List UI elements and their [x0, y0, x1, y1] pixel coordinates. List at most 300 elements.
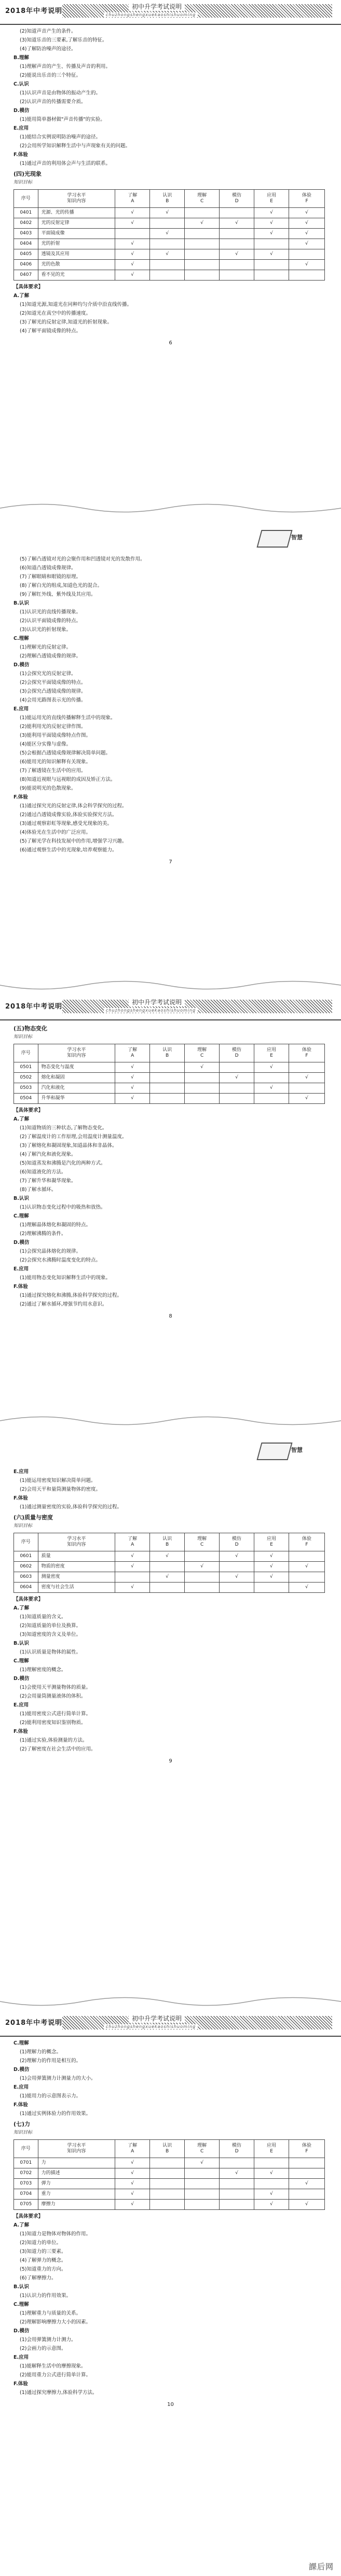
level-check-cell [289, 2168, 325, 2179]
level-check-cell: √ [254, 208, 289, 218]
level-check-cell [185, 2200, 220, 2210]
level-check-cell: √ [254, 1551, 289, 1562]
level-check-cell [254, 260, 289, 270]
text-line: (5)了解凸透镜对光的会聚作用和凹透镜对光的发散作用。 [20, 556, 145, 562]
column-header: 理解 C [185, 1044, 220, 1062]
text-line: E.应用 [13, 125, 29, 131]
row-code-cell: 0501 [14, 1062, 38, 1073]
level-check-cell [220, 260, 254, 270]
column-header: 序号 [14, 1533, 38, 1551]
text-line: (1)通过测量密度的实验,体验科学探究的过程。 [20, 1504, 122, 1510]
decoration-book [255, 524, 328, 554]
text-line: (2)理解凸透镜成像的规律。 [20, 653, 81, 659]
text-line: C.理解 [13, 1658, 29, 1664]
text-line: C.认识 [13, 81, 29, 87]
level-check-cell [185, 2189, 220, 2200]
level-check-cell: √ [115, 1583, 150, 1593]
knowledge-goal-label: 知识目标 [13, 180, 33, 185]
text-line: 【具体要求】 [13, 1597, 44, 1602]
text-line: E.应用 [13, 1266, 29, 1272]
column-header: 学习水平 知识内容 [38, 2140, 115, 2158]
knowledge-content-cell: 弹力 [38, 2179, 115, 2189]
text-line: E.应用 [13, 706, 29, 712]
row-code-cell: 0405 [14, 249, 38, 260]
level-check-cell [185, 2179, 220, 2189]
row-code-cell: 0603 [14, 1572, 38, 1583]
table-row [14, 208, 325, 218]
level-check-cell [254, 1073, 289, 1083]
column-header: 了解 A [115, 190, 150, 208]
text-line: (3)认识光的折射现象。 [20, 627, 71, 633]
text-line: (3)知道乐音的三要素,了解乐音的特征。 [20, 37, 107, 43]
row-code-cell: 0503 [14, 1083, 38, 1094]
column-header: 序号 [14, 1044, 38, 1062]
page-7 [0, 519, 341, 975]
text-line: D.模仿 [13, 108, 30, 114]
text-line: B.认识 [13, 1641, 29, 1646]
level-check-cell [185, 229, 220, 239]
level-check-cell [150, 260, 185, 270]
level-check-cell [220, 2179, 254, 2189]
text-line: (3)了解熔化和凝固现象,知道晶体和非晶体。 [20, 1143, 117, 1149]
text-line: (2)能说出乐音的三个特征。 [20, 73, 81, 78]
row-code-cell: 0601 [14, 1551, 38, 1562]
text-line: (3)知道力的三要素。 [20, 2249, 66, 2255]
table-row [14, 2158, 325, 2168]
knowledge-goal-label: 知识目标 [13, 1034, 33, 1040]
level-check-cell: √ [254, 1083, 289, 1094]
level-check-cell [220, 2189, 254, 2200]
column-header: 应用 E [254, 1533, 289, 1551]
level-check-cell [185, 1572, 220, 1583]
knowledge-content-cell: 升华和凝华 [38, 1094, 115, 1104]
table-row [14, 260, 325, 270]
text-line: (4)能区分实像与虚像。 [20, 741, 71, 747]
text-line: C.理解 [13, 2302, 29, 2307]
level-check-cell: √ [115, 2179, 150, 2189]
level-check-cell [150, 1094, 185, 1104]
text-line: (1)理解声音的产生、传播及声音的利用。 [20, 64, 111, 69]
page-body [0, 1020, 341, 1321]
requirements-table [13, 189, 325, 281]
text-line: E.应用 [13, 2084, 29, 2090]
section-heading: (七)力 [13, 2121, 31, 2127]
page-9 [0, 1431, 341, 1991]
level-check-cell [220, 1083, 254, 1094]
watermark-logo: 課后网 [308, 2562, 334, 2571]
level-check-cell: √ [150, 1572, 185, 1583]
text-line: B.认识 [13, 2284, 29, 2290]
text-line: (6)通过观察生活中的光现象,培养观察能力。 [20, 847, 117, 853]
level-check-cell [254, 239, 289, 249]
knowledge-content-cell: 密度与社会生活 [38, 1583, 115, 1593]
text-line: (1)会探究光的反射定律。 [20, 671, 76, 677]
level-check-cell: √ [254, 2200, 289, 2210]
text-line: (1)能解释生活中的摩擦现象。 [20, 2363, 86, 2369]
text-line: (2)了解密度在社会生活中的应用。 [20, 1746, 96, 1752]
level-check-cell: √ [220, 1572, 254, 1583]
column-header: 了解 A [115, 1044, 150, 1062]
level-check-cell: √ [289, 1073, 325, 1083]
column-header: 认识 B [150, 190, 185, 208]
text-line: A.了解 [13, 1116, 30, 1122]
table-row [14, 1572, 325, 1583]
knowledge-content-cell: 力的描述 [38, 2168, 115, 2179]
knowledge-content-cell: 摩擦力 [38, 2200, 115, 2210]
text-line: (5)知道重力的方向。 [20, 2266, 66, 2272]
level-check-cell [289, 270, 325, 281]
column-header: 体验 F [289, 1044, 325, 1062]
row-code-cell: 0604 [14, 1583, 38, 1593]
column-header: 理解 C [185, 190, 220, 208]
level-check-cell [254, 2158, 289, 2168]
header-subtitle: chuzhongshengxuekaoshishuoming [104, 2024, 198, 2029]
level-check-cell: √ [115, 1551, 150, 1562]
text-line: (1)能用简单器材做"声音传播"的实验。 [20, 117, 105, 122]
level-check-cell: √ [115, 1073, 150, 1083]
page-6 [0, 0, 341, 498]
text-line: (1)认识物态变化过程中的吸热和放热。 [20, 1205, 106, 1210]
level-check-cell [289, 1083, 325, 1094]
text-line: (5)知道蒸发和沸腾是汽化的两种方式。 [20, 1160, 106, 1166]
level-check-cell [185, 1073, 220, 1083]
level-check-cell [150, 2168, 185, 2179]
table-row [14, 1551, 325, 1562]
page-body [0, 2037, 341, 2409]
column-header: 学习水平 知识内容 [38, 190, 115, 208]
table-row [14, 218, 325, 229]
level-check-cell [185, 1094, 220, 1104]
level-check-cell: √ [289, 229, 325, 239]
level-check-cell: √ [220, 218, 254, 229]
column-header: 体验 F [289, 1533, 325, 1551]
text-line: F.体验 [13, 1495, 28, 1501]
text-line: (2)知道光在真空中的传播速度。 [20, 311, 91, 316]
level-check-cell: √ [150, 229, 185, 239]
row-code-cell: 0702 [14, 2168, 38, 2179]
header-year-tag: 2018年中考说明 [5, 1003, 63, 1011]
text-line: (3)知道密度的含义及单位。 [20, 1632, 81, 1637]
column-header: 理解 C [185, 2140, 220, 2158]
level-check-cell [150, 239, 185, 249]
level-check-cell [220, 1094, 254, 1104]
level-check-cell [220, 2158, 254, 2168]
text-line: (2)会探究平面镜成像的特点。 [20, 680, 86, 685]
level-check-cell [185, 1083, 220, 1094]
knowledge-content-cell: 力 [38, 2158, 115, 2168]
header-title: 初中升学考试说明 [129, 2, 185, 11]
text-line: D.模仿 [13, 1676, 30, 1682]
level-check-cell: √ [254, 1062, 289, 1073]
level-check-cell [185, 260, 220, 270]
knowledge-goal-label: 知识目标 [13, 2130, 33, 2135]
level-check-cell: √ [220, 1551, 254, 1562]
table-header-row [14, 190, 325, 208]
text-line: (5)会根据凸透镜成像规律解决简单问题。 [20, 750, 111, 756]
text-line: E.应用 [13, 2355, 29, 2360]
level-check-cell: √ [254, 1572, 289, 1583]
column-header: 体验 F [289, 2140, 325, 2158]
text-line: (1)理解力的概念。 [20, 2049, 61, 2055]
page-number: 7 [169, 859, 172, 865]
table-row [14, 1062, 325, 1073]
level-check-cell [220, 270, 254, 281]
level-check-cell: √ [115, 218, 150, 229]
knowledge-content-cell: 物质的密度 [38, 1562, 115, 1572]
decoration-label: 智慧 [291, 534, 303, 541]
row-code-cell: 0701 [14, 2158, 38, 2168]
text-line: (4)了解平面镜成像的特点。 [20, 328, 81, 334]
row-code-cell: 0502 [14, 1073, 38, 1083]
text-line: F.体验 [13, 1284, 28, 1290]
row-code-cell: 0406 [14, 260, 38, 270]
text-line: (1)知道物质的三种状态,了解物态变化。 [20, 1125, 107, 1131]
text-line: (1)能结合实例说明防治噪声的途径。 [20, 134, 101, 140]
level-check-cell [150, 2179, 185, 2189]
text-line: (6)知道凸透镜成像规律。 [20, 565, 76, 571]
text-line: A.了解 [13, 2222, 30, 2228]
level-check-cell [220, 2200, 254, 2210]
text-line: A.了解 [13, 293, 30, 299]
page-body [0, 1431, 341, 1766]
text-line: (2)知道质量的单位及换算。 [20, 1623, 81, 1629]
level-check-cell: √ [220, 249, 254, 260]
text-line: C.理解 [13, 1213, 29, 1219]
column-header: 应用 E [254, 1044, 289, 1062]
knowledge-content-cell: 看不见的光 [38, 270, 115, 281]
text-line: (9)能说明光的色散现象。 [20, 786, 76, 791]
level-check-cell: √ [115, 2168, 150, 2179]
level-check-cell [185, 270, 220, 281]
page-header [0, 996, 341, 1020]
level-check-cell: √ [115, 270, 150, 281]
text-line: (1)能用密度公式进行简单计算。 [20, 1711, 91, 1717]
level-check-cell: √ [150, 1551, 185, 1562]
level-check-cell [289, 1062, 325, 1073]
page-10 [0, 2012, 341, 2576]
table-row [14, 1083, 325, 1094]
text-line: (1)通过声音的利用体会声与生活的联系。 [20, 161, 111, 166]
table-row [14, 2168, 325, 2179]
decoration-book [255, 1436, 328, 1466]
header-title: 初中升学考试说明 [129, 998, 185, 1006]
text-line: D.模仿 [13, 2067, 30, 2073]
column-header: 应用 E [254, 2140, 289, 2158]
text-line: F.体验 [13, 1729, 28, 1734]
row-code-cell: 0704 [14, 2189, 38, 2200]
knowledge-content-cell: 质量 [38, 1551, 115, 1562]
column-header: 模仿 D [220, 1533, 254, 1551]
header-subtitle: chuzhongshengxuekaoshishuoming [104, 1008, 198, 1013]
text-line: (1)能运用密度知识解决简单问题。 [20, 1478, 96, 1483]
level-check-cell [185, 2168, 220, 2179]
level-check-cell [150, 270, 185, 281]
text-line: (2)能利用密度知识鉴别物质。 [20, 1720, 86, 1726]
text-line: (3)能利用平面镜成像特点作图。 [20, 733, 91, 738]
text-line: (1)理解重力与质量的关系。 [20, 2311, 81, 2316]
column-header: 认识 B [150, 1044, 185, 1062]
text-line: (7)了解升华和凝华现象。 [20, 1178, 76, 1184]
text-line: (2)理解力的作用是相互的。 [20, 2058, 81, 2064]
column-header: 模仿 D [220, 2140, 254, 2158]
level-check-cell [220, 1562, 254, 1572]
text-line: (1)能运用光的直线传播解释生活中的现象。 [20, 715, 116, 721]
table-row [14, 229, 325, 239]
text-line: (1)通过实例体验力的作用效果。 [20, 2111, 91, 2117]
level-check-cell [289, 2189, 325, 2200]
level-check-cell: √ [289, 1583, 325, 1593]
level-check-cell [150, 218, 185, 229]
text-line: (6)能用光的知识解释有关现象。 [20, 759, 91, 765]
page-number: 8 [169, 1313, 172, 1319]
page-header [0, 0, 341, 25]
level-check-cell: √ [289, 1562, 325, 1572]
level-check-cell [150, 2158, 185, 2168]
level-check-cell: √ [220, 2168, 254, 2179]
knowledge-goal-label: 知识目标 [13, 1523, 33, 1529]
row-code-cell: 0402 [14, 218, 38, 229]
page-separator [0, 1410, 341, 1431]
level-check-cell: √ [185, 218, 220, 229]
level-check-cell: √ [150, 208, 185, 218]
text-line: (1)认识力的作用效果。 [20, 2293, 71, 2299]
text-line: (1)能用力的示意图表示力。 [20, 2093, 81, 2099]
knowledge-content-cell: 测量密度 [38, 1572, 115, 1583]
level-check-cell [185, 208, 220, 218]
text-line: (2)理解沸腾的条件。 [20, 1231, 66, 1237]
text-line: (1)认识声音是由物体的振动产生的。 [20, 90, 101, 96]
knowledge-content-cell: 光源、光的传播 [38, 208, 115, 218]
level-check-cell: √ [254, 229, 289, 239]
text-line: (6)了解摩擦力。 [20, 2275, 57, 2281]
table-row [14, 1073, 325, 1083]
text-line: (3)了解光的反射定律,知道光的折射现象。 [20, 319, 112, 325]
text-line: (4)体验光在生活中的广泛应用。 [20, 830, 91, 835]
table-header-row [14, 1044, 325, 1062]
level-check-cell [185, 239, 220, 249]
text-line: (2)了解温度计的工作原理,会用温度计测量温度。 [20, 1134, 127, 1140]
column-header: 应用 E [254, 190, 289, 208]
level-check-cell [115, 229, 150, 239]
header-subtitle: chuzhongshengxuekaoshishuoming [104, 12, 198, 17]
level-check-cell [220, 1583, 254, 1593]
level-check-cell: √ [289, 208, 325, 218]
level-check-cell [150, 2189, 185, 2200]
level-check-cell: √ [254, 1562, 289, 1572]
level-check-cell: √ [115, 1562, 150, 1572]
row-code-cell: 0401 [14, 208, 38, 218]
table-row [14, 270, 325, 281]
text-line: D.模仿 [13, 1240, 30, 1245]
text-line: (2)通过了解水循环,增强节约用水意识。 [20, 1301, 107, 1307]
page-separator [0, 975, 341, 996]
text-line: (1)通过实验,体验测量的方法。 [20, 1738, 88, 1743]
text-line: D.模仿 [13, 2328, 30, 2334]
level-check-cell [220, 229, 254, 239]
text-line: (9)了解红外线、紫外线及其应用。 [20, 592, 96, 597]
knowledge-content-cell: 物态变化与温度 [38, 1062, 115, 1073]
page-separator [0, 498, 341, 519]
level-check-cell: √ [220, 1073, 254, 1083]
text-line: (2)会画力的示意图。 [20, 2346, 66, 2351]
column-header: 认识 B [150, 1533, 185, 1551]
text-line: D.模仿 [13, 662, 30, 668]
level-check-cell [150, 1062, 185, 1073]
table-row [14, 239, 325, 249]
text-line: B.认识 [13, 600, 29, 606]
text-line: (2)认识声音的传播需要介质。 [20, 99, 86, 105]
level-check-cell: √ [115, 239, 150, 249]
decoration-label: 智慧 [291, 1447, 303, 1453]
table-row [14, 2200, 325, 2210]
text-line: B.认识 [13, 1196, 29, 1201]
page-body [0, 519, 341, 866]
text-line: (1)会使用天平测量物体的质量。 [20, 1685, 91, 1690]
level-check-cell [289, 1572, 325, 1583]
knowledge-content-cell: 光的色散 [38, 260, 115, 270]
text-line: (2)会用所学知识解释生活中与声现象有关的问题。 [20, 143, 130, 149]
text-line: (2)理解影响摩擦力大小的因素。 [20, 2319, 91, 2325]
level-check-cell: √ [254, 218, 289, 229]
knowledge-content-cell: 透镜及其应用 [38, 249, 115, 260]
table-header-row [14, 2140, 325, 2158]
page-header [0, 2012, 341, 2037]
book-icon [256, 530, 292, 548]
knowledge-content-cell: 汽化和液化 [38, 1083, 115, 1094]
row-code-cell: 0404 [14, 239, 38, 249]
text-line: B.理解 [13, 55, 29, 61]
table-header-row [14, 1533, 325, 1551]
column-header: 认识 B [150, 2140, 185, 2158]
level-check-cell: √ [115, 2158, 150, 2168]
level-check-cell: √ [150, 249, 185, 260]
row-code-cell: 0703 [14, 2179, 38, 2189]
text-line: (1)知道力是物体对物体的作用。 [20, 2231, 91, 2237]
column-header: 序号 [14, 2140, 38, 2158]
text-line: (2)知道力的单位。 [20, 2240, 61, 2246]
level-check-cell: √ [289, 218, 325, 229]
text-line: (7)了解眼睛和眼镜的原理。 [20, 574, 81, 580]
level-check-cell [254, 1583, 289, 1593]
level-check-cell [150, 1073, 185, 1083]
level-check-cell [289, 1551, 325, 1562]
level-check-cell [150, 1583, 185, 1593]
row-code-cell: 0504 [14, 1094, 38, 1104]
level-check-cell: √ [115, 1083, 150, 1094]
column-header: 理解 C [185, 1533, 220, 1551]
text-line: E.应用 [13, 1702, 29, 1708]
level-check-cell: √ [115, 260, 150, 270]
text-line: (2)会用量筒测量液体的体积。 [20, 1693, 86, 1699]
text-line: F.体验 [13, 152, 28, 158]
text-line: F.体验 [13, 794, 28, 800]
table-row [14, 249, 325, 260]
text-line: (4)了解弹力的概念。 [20, 2258, 66, 2263]
level-check-cell: √ [115, 1062, 150, 1073]
text-line: (2)能利用光的反射定律作图。 [20, 724, 86, 730]
table-row [14, 1583, 325, 1593]
level-check-cell: √ [289, 2200, 325, 2210]
text-line: (1)理解光的反射定律。 [20, 645, 71, 650]
section-heading: (六)质量与密度 [13, 1514, 53, 1521]
text-line: (1)会用弹簧测力计测力。 [20, 2337, 76, 2343]
book-icon [256, 1443, 292, 1460]
level-check-cell [185, 1551, 220, 1562]
level-check-cell: √ [115, 2200, 150, 2210]
text-line: (5)了解光学在科技发展中的作用,增强学习兴趣。 [20, 838, 127, 844]
table-row [14, 1094, 325, 1104]
page-separator [0, 1991, 341, 2012]
